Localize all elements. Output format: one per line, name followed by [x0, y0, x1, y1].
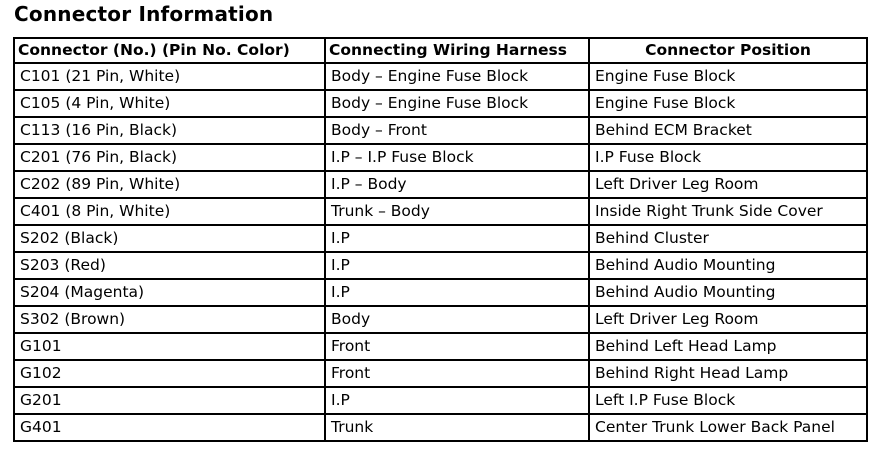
column-header-connector: Connector (No.) (Pin No. Color) [14, 38, 325, 63]
page-title: Connector Information [14, 2, 274, 26]
cell-connector: S203 (Red) [14, 252, 325, 279]
cell-position: Behind ECM Bracket [589, 117, 867, 144]
cell-position: Behind Cluster [589, 225, 867, 252]
table-row [14, 171, 867, 198]
cell-harness: Body [325, 306, 589, 333]
cell-connector: C101 (21 Pin, White) [14, 63, 325, 90]
cell-harness: Front [325, 360, 589, 387]
cell-position: Left I.P Fuse Block [589, 387, 867, 414]
cell-connector: G401 [14, 414, 325, 441]
cell-position: Engine Fuse Block [589, 63, 867, 90]
cell-harness: I.P [325, 387, 589, 414]
cell-connector: S302 (Brown) [14, 306, 325, 333]
column-header-harness: Connecting Wiring Harness [325, 38, 589, 63]
table-row [14, 144, 867, 171]
cell-harness: I.P – I.P Fuse Block [325, 144, 589, 171]
cell-connector: C201 (76 Pin, Black) [14, 144, 325, 171]
table-row [14, 333, 867, 360]
connector-table [13, 37, 868, 442]
cell-position: Center Trunk Lower Back Panel [589, 414, 867, 441]
column-header-position: Connector Position [589, 38, 867, 63]
table-row [14, 414, 867, 441]
cell-harness: I.P – Body [325, 171, 589, 198]
cell-connector: S204 (Magenta) [14, 279, 325, 306]
table-row [14, 90, 867, 117]
cell-position: Left Driver Leg Room [589, 171, 867, 198]
table-row [14, 117, 867, 144]
cell-connector: C105 (4 Pin, White) [14, 90, 325, 117]
table-row [14, 252, 867, 279]
cell-harness: Body – Engine Fuse Block [325, 63, 589, 90]
cell-harness: I.P [325, 225, 589, 252]
cell-position: Behind Right Head Lamp [589, 360, 867, 387]
cell-connector: C113 (16 Pin, Black) [14, 117, 325, 144]
table-row [14, 279, 867, 306]
cell-connector: S202 (Black) [14, 225, 325, 252]
table-row [14, 387, 867, 414]
cell-position: Left Driver Leg Room [589, 306, 867, 333]
cell-position: Behind Audio Mounting [589, 279, 867, 306]
cell-connector: C401 (8 Pin, White) [14, 198, 325, 225]
cell-position: Behind Audio Mounting [589, 252, 867, 279]
cell-connector: G201 [14, 387, 325, 414]
table-row [14, 306, 867, 333]
cell-harness: I.P [325, 252, 589, 279]
table-header-row [14, 38, 867, 63]
cell-harness: Body – Engine Fuse Block [325, 90, 589, 117]
cell-harness: Trunk – Body [325, 198, 589, 225]
cell-harness: Front [325, 333, 589, 360]
cell-connector: G102 [14, 360, 325, 387]
cell-connector: G101 [14, 333, 325, 360]
cell-position: Engine Fuse Block [589, 90, 867, 117]
table-row [14, 225, 867, 252]
cell-harness: Trunk [325, 414, 589, 441]
cell-harness: I.P [325, 279, 589, 306]
table-row [14, 198, 867, 225]
cell-position: Behind Left Head Lamp [589, 333, 867, 360]
table-row [14, 63, 867, 90]
cell-position: I.P Fuse Block [589, 144, 867, 171]
cell-position: Inside Right Trunk Side Cover [589, 198, 867, 225]
cell-connector: C202 (89 Pin, White) [14, 171, 325, 198]
cell-harness: Body – Front [325, 117, 589, 144]
table-row [14, 360, 867, 387]
